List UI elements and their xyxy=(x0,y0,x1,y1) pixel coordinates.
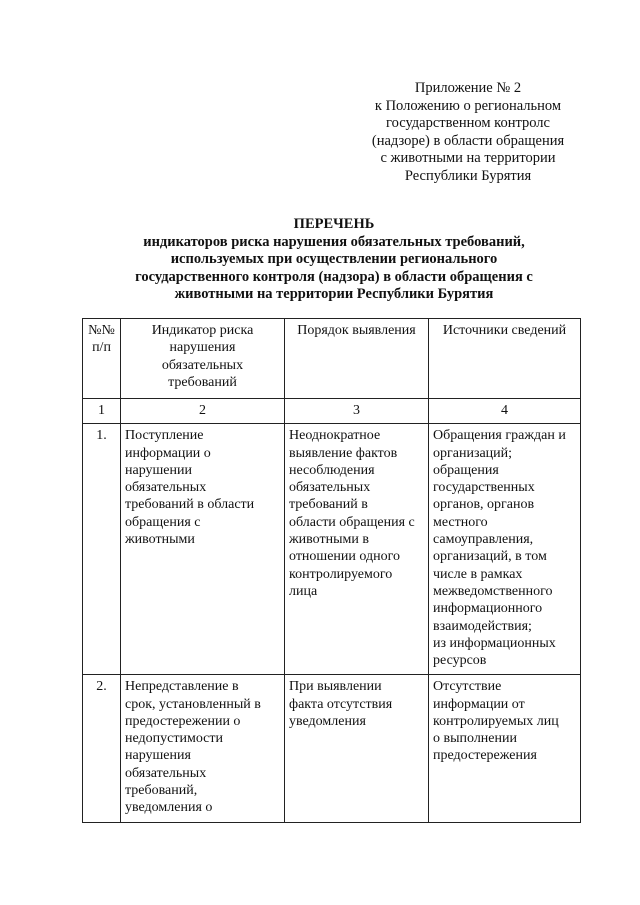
cell-line: обращения xyxy=(433,462,499,478)
header-sources xyxy=(429,319,581,399)
cell-line: недопустимости xyxy=(125,731,223,747)
cell-line: предостережении о xyxy=(125,713,241,729)
column-number: 3 xyxy=(285,399,429,424)
header-line: №№ xyxy=(88,323,115,338)
cell-line: обязательных xyxy=(125,480,207,496)
cell-line: о выполнении xyxy=(433,731,517,747)
cell-line: При выявлении xyxy=(289,679,382,695)
cell-line: срок, установленный в xyxy=(125,696,261,712)
table-header-row xyxy=(83,319,581,399)
cell-line: уведомления о xyxy=(125,800,213,816)
cell-line: факта отсутствия xyxy=(289,696,393,712)
header-line: нарушения xyxy=(169,340,236,356)
header-line: Порядок выявления xyxy=(297,323,416,338)
cell-line: животными в xyxy=(289,532,369,548)
cell-line: требований, xyxy=(125,783,198,799)
cell-line: нарушении xyxy=(125,462,192,478)
header-number xyxy=(83,319,121,399)
document-title: ПЕРЕЧЕНЬ xyxy=(293,216,375,232)
cell-line: организаций, в том xyxy=(433,549,547,565)
column-number-row xyxy=(83,399,581,424)
appendix-line: Приложение № 2 xyxy=(414,80,522,96)
cell-line: межведомственного xyxy=(433,583,553,599)
header-line: п/п xyxy=(92,340,111,356)
document-subtitle-line: государственного контроля (надзора) в области обращения с xyxy=(135,268,533,285)
procedure-cell xyxy=(285,424,429,675)
document-heading xyxy=(100,216,568,304)
cell-line: отношении одного xyxy=(289,549,401,565)
cell-line: местного xyxy=(433,514,488,530)
table-row xyxy=(83,675,581,823)
cell-line: обязательных xyxy=(125,765,207,781)
indicator-cell xyxy=(121,424,285,675)
header-line: Источники сведений xyxy=(442,323,567,338)
cell-line: Отсутствие xyxy=(433,679,502,695)
cell-line: обращения с xyxy=(125,514,201,530)
cell-line: лица xyxy=(289,583,318,599)
sources-cell xyxy=(429,424,581,675)
header-line: Индикатор риска xyxy=(151,323,254,338)
cell-line: государственных xyxy=(433,480,535,496)
cell-line: области обращения с xyxy=(289,514,415,530)
cell-line: предостережения xyxy=(433,748,537,764)
cell-line: контролируемых лиц xyxy=(433,713,559,729)
cell-line: информации о xyxy=(125,445,211,461)
table-row xyxy=(83,424,581,675)
cell-line: животными xyxy=(125,532,195,548)
cell-line: выявление фактов xyxy=(289,445,398,461)
row-number: 1. xyxy=(83,424,121,675)
header-line: обязательных xyxy=(161,357,244,373)
cell-line: Обращения граждан и xyxy=(433,428,566,444)
cell-line: числе в рамках xyxy=(433,566,523,582)
sources-cell xyxy=(429,675,581,823)
cell-line: уведомления xyxy=(289,713,366,729)
header-indicator xyxy=(121,319,285,399)
cell-line: Неоднократное xyxy=(289,428,381,444)
cell-line: Поступление xyxy=(125,428,204,444)
cell-line: ресурсов xyxy=(433,653,487,669)
cell-line: обязательных xyxy=(289,480,371,496)
cell-line: организаций; xyxy=(433,445,513,461)
column-number: 2 xyxy=(121,399,285,424)
appendix-line: государственном контролс xyxy=(386,115,550,131)
header-procedure xyxy=(285,319,429,399)
appendix-block xyxy=(358,80,578,185)
appendix-line: (надзоре) в области обращения xyxy=(371,132,565,149)
appendix-line: с животными на территории xyxy=(380,150,556,166)
column-number: 1 xyxy=(83,399,121,424)
column-number: 4 xyxy=(429,399,581,424)
cell-line: требований в xyxy=(289,497,368,513)
header-line: требований xyxy=(168,374,237,390)
document-subtitle-line: используемых при осуществлении регионального xyxy=(170,251,498,267)
cell-line: требований в области xyxy=(125,497,255,513)
cell-line: из информационных xyxy=(433,635,556,651)
indicator-cell xyxy=(121,675,285,823)
appendix-line: к Положению о региональном xyxy=(374,97,562,114)
cell-line: несоблюдения xyxy=(289,462,375,478)
document-subtitle-line: животными на территории Республики Бурятия xyxy=(174,286,494,302)
cell-line: контролируемого xyxy=(289,566,393,582)
indicators-table xyxy=(82,318,581,823)
row-number: 2. xyxy=(83,675,121,823)
cell-line: органов, органов xyxy=(433,497,535,513)
cell-line: информационного xyxy=(433,601,543,617)
document-subtitle-line: индикаторов риска нарушения обязательных требований, xyxy=(143,233,525,250)
appendix-line: Республики Бурятия xyxy=(404,167,532,184)
cell-line: самоуправления, xyxy=(433,532,534,548)
cell-line: взаимодействия; xyxy=(433,618,532,634)
procedure-cell xyxy=(285,675,429,823)
cell-line: нарушения xyxy=(125,748,191,764)
cell-line: Непредставление в xyxy=(125,679,239,695)
cell-line: информации от xyxy=(433,696,525,712)
